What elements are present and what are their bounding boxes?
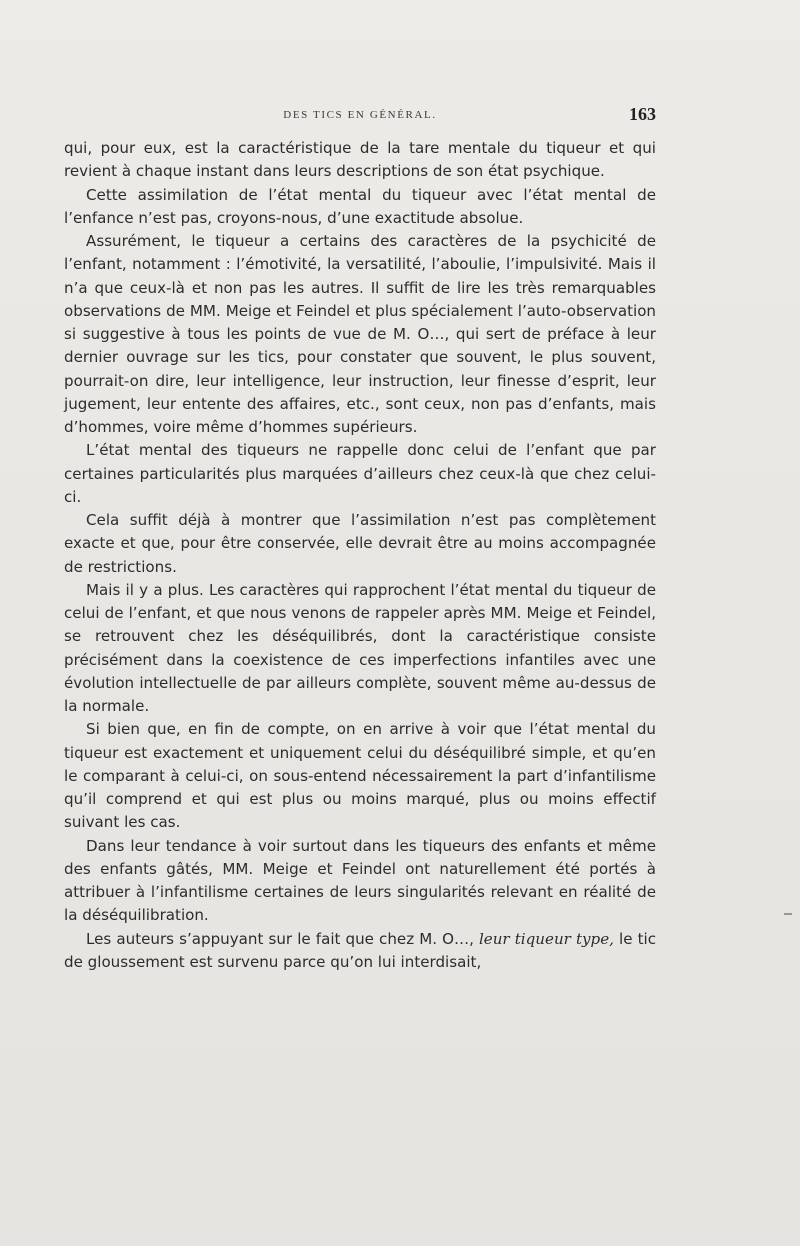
paragraph: Assurément, le tiqueur a certains des caractères de la psychicité de l’enfant, notamment : l’émotivité, la versatilité, l’aboulie, l’impulsivité. Mais il n’a que ceux-là et non pas les autres. Il suffit de lire les très remarquables observations de MM. Meige et Feindel et plus spécialement l’auto-observation si suggestive à tous les points de vue de M. O…, qui sert de préface à leur dernier ouvrage sur les tics, pour constater que souvent, le plus souvent, pourrait-on dire, leur intelligence, leur instruction, leur finesse d’esprit, leur jugement, leur entente des affaires, etc., sont ceux, non pas d’enfants, mais d’hommes, voire même d’hommes supérieurs. bbox=[64, 232, 656, 436]
margin-mark bbox=[784, 913, 792, 915]
paragraph-text: le tic de gloussement est survenu parce qu’on lui interdisait, bbox=[64, 929, 657, 971]
paragraph: Mais il y a plus. Les caractères qui rapprochent l’état mental du tiqueur de celui de l’enfant, et que nous venons de rappeler après MM. Meige et Feindel, se retrouvent chez les déséquilibrés, dont la caractéristique consiste précisément dans la coexistence de ces imperfections infantiles avec une évolution intellectuelle de par ailleurs complète, souvent même au-dessus de la normale. bbox=[64, 580, 656, 715]
paragraph: Dans leur tendance à voir surtout dans les tiqueurs des enfants et même des enfants gâtés, MM. Meige et Feindel ont naturellement été portés à attribuer à l’infantilisme certaines de leurs singularités relevant en réalité de la déséquilibration. bbox=[64, 836, 656, 925]
paragraph: L’état mental des tiqueurs ne rappelle donc celui de l’enfant que par certaines particularités plus marquées d’ailleurs chez ceux-là que chez celui-ci. bbox=[64, 441, 656, 506]
paragraph-last bbox=[64, 928, 656, 975]
page-number: 163 bbox=[629, 104, 656, 124]
paragraph: Cette assimilation de l’état mental du tiqueur avec l’état mental de l’enfance n’est pas, croyons-nous, d’une exactitude absolue. bbox=[64, 185, 656, 227]
body-text bbox=[64, 137, 656, 974]
running-head bbox=[64, 104, 656, 126]
paragraph: qui, pour eux, est la caractéristique de la tare mentale du tiqueur et qui revient à chaque instant dans leurs descriptions de son état psychique. bbox=[64, 139, 656, 181]
paragraph: Cela suffit déjà à montrer que l’assimilation n’est pas complètement exacte et que, pour être conservée, elle devrait être au moins accompagnée de restrictions. bbox=[64, 511, 656, 576]
paragraph: Si bien que, en fin de compte, on en arrive à voir que l’état mental du tiqueur est exactement et uniquement celui du déséquilibré simple, et qu’en le comparant à celui-ci, on sous-entend nécessairement la part d’infantilisme qu’il comprend et qui est plus ou moins marqué, plus ou moins effectif suivant les cas. bbox=[64, 720, 656, 832]
running-title: DES TICS EN GÉNÉRAL. bbox=[283, 109, 437, 121]
italic-phrase: leur tiqueur type, bbox=[478, 929, 614, 948]
paragraph-text: Les auteurs s’appuyant sur le fait que chez M. O…, bbox=[86, 929, 479, 948]
